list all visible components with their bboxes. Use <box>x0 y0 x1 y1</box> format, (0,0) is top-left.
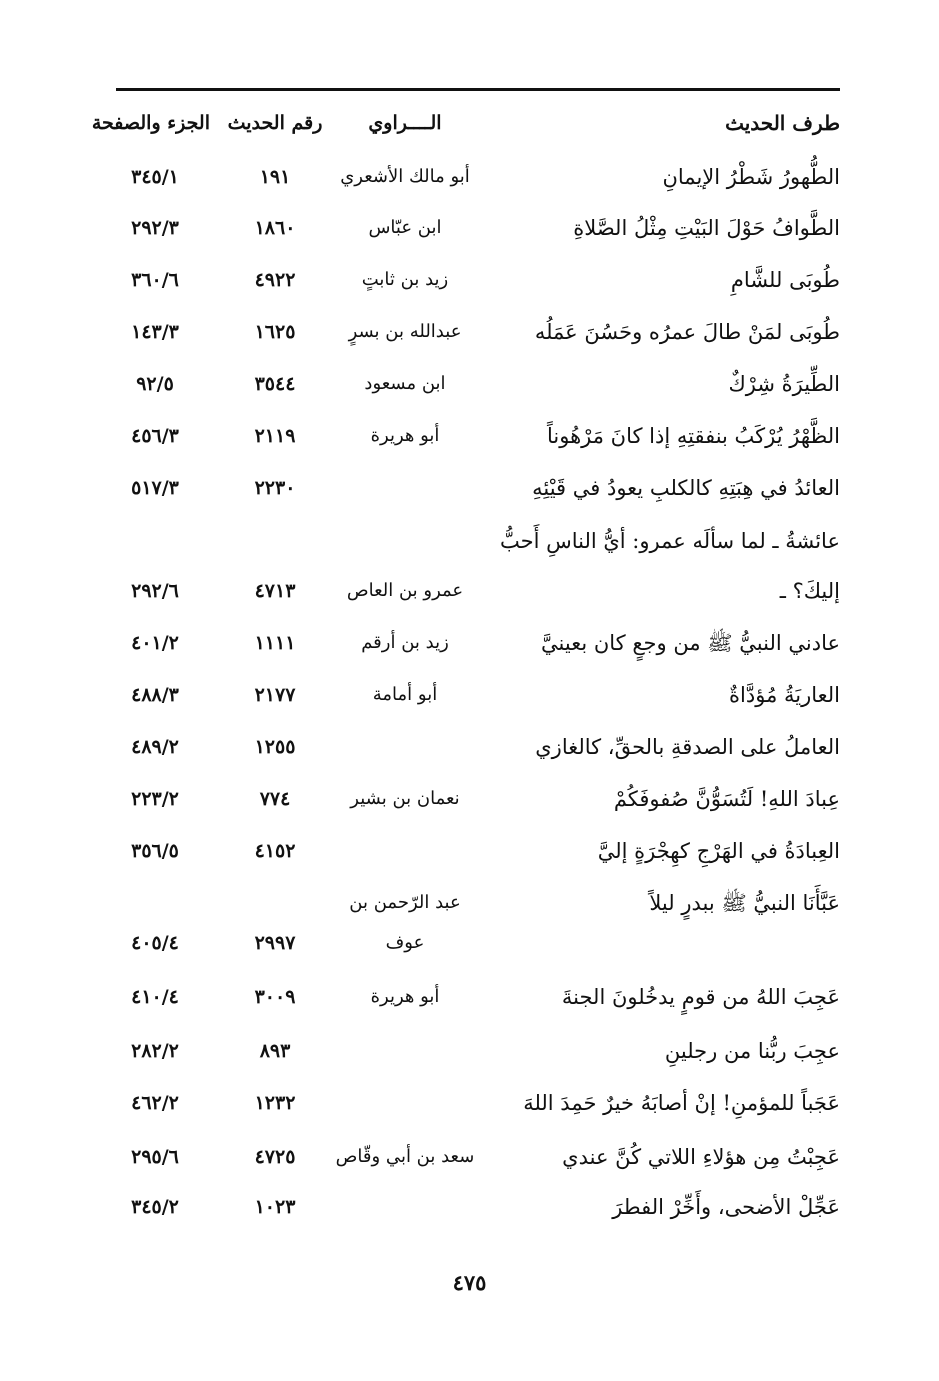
table-row <box>0 364 939 404</box>
volume-page: ٤٠١/٢ <box>131 632 179 654</box>
hadith-text: عِبادَ اللهِ! لَتُسَوُّنَّ صُفوفَكُمْ <box>613 787 840 811</box>
narrator <box>330 468 480 508</box>
hadith-number: ٤٩٢٢ <box>254 269 296 291</box>
header-volume-page: الجزء والصفحة <box>91 112 210 134</box>
table-row <box>0 623 939 663</box>
narrator <box>330 1083 480 1123</box>
hadith-number: ٢٢٣٠ <box>254 477 296 499</box>
hadith-text: عَبَّأَنَا النبيُّ ﷺ ببدرٍ ليلاً <box>649 891 840 915</box>
hadith-text: الطَّوافُ حَوْلَ البَيْتِ مِثْلُ الصَّلاةِ <box>573 216 840 240</box>
narrator: عبدالله بن بسرٍ <box>348 321 462 342</box>
table-row <box>0 977 939 1017</box>
table-row <box>0 208 939 248</box>
table-row <box>0 312 939 352</box>
volume-page: ٢٩٥/٦ <box>131 1146 179 1168</box>
volume-page: ٤٦٢/٢ <box>131 1092 179 1114</box>
table-row <box>0 1187 939 1227</box>
volume-page: ٩٢/٥ <box>136 373 174 395</box>
hadith-text: عَجَباً للمؤمنِ! إنْ أصابَهُ خيرٌ حَمِدَ اللهَ <box>523 1091 840 1115</box>
hadith-number: ٧٧٤ <box>259 788 291 810</box>
table-row <box>0 157 939 197</box>
narrator: عبد الرّحمن بن <box>349 892 461 913</box>
hadith-text: العاملُ على الصدقةِ بالحقِّ، كالغازي <box>535 735 840 759</box>
volume-page: ٤١٠/٤ <box>131 986 179 1008</box>
hadith-text: طُوبَى للشَّامِ <box>730 268 840 292</box>
narrator <box>330 1031 480 1071</box>
header-hadith: طرف الحديث <box>725 111 840 135</box>
volume-page <box>100 521 210 561</box>
narrator: أبو هريرة <box>370 986 440 1007</box>
hadith-number: ٢١١٩ <box>254 425 296 447</box>
volume-page: ٤٨٨/٣ <box>131 684 179 706</box>
hadith-text: عادني النبيُّ ﷺ من وجعٍ كان بعينيَّ <box>541 631 840 655</box>
narrator: زيد بن أرقم <box>361 632 449 653</box>
header-narrator: الــــراوي <box>368 112 442 134</box>
narrator <box>330 521 480 561</box>
narrator <box>330 1187 480 1227</box>
table-row <box>0 416 939 456</box>
volume-page: ٤٠٥/٤ <box>131 932 179 954</box>
table-row <box>0 779 939 819</box>
page-number: ٤٧٥ <box>452 1270 487 1295</box>
hadith-number: ١٩١ <box>259 166 291 188</box>
volume-page: ٤٥٦/٣ <box>131 425 179 447</box>
hadith-text: العاريَةُ مُؤدَّاةٌ <box>729 683 840 707</box>
table-row <box>0 468 939 508</box>
top-rule <box>116 88 840 91</box>
table-row <box>0 1137 939 1177</box>
volume-page: ٣٦٠/٦ <box>131 269 179 291</box>
narrator <box>330 727 480 767</box>
hadith-number: ١٢٥٥ <box>254 736 296 758</box>
narrator: ابن عبّاس <box>368 217 442 238</box>
hadith-text: الطُّهورُ شَطْرُ الإيمانِ <box>662 165 840 189</box>
table-row <box>0 831 939 871</box>
hadith-number: ٣٠٠٩ <box>254 986 296 1008</box>
volume-page: ٢٢٣/٢ <box>131 788 179 810</box>
hadith-text: العِبادَةُ في الهَرْجِ كهِجْرَةٍ إليَّ <box>597 839 840 863</box>
table-row <box>0 571 939 611</box>
narrator: أبو مالك الأشعري <box>340 166 470 187</box>
narrator: زيد بن ثابتٍ <box>361 269 449 290</box>
table-header <box>0 103 939 143</box>
hadith-text: العائدُ في هِبَتِهِ كالكلبِ يعودُ في قَيْئِهِ <box>532 476 840 500</box>
hadith-text: الطِّيرَةُ شِرْكٌ <box>728 372 840 396</box>
hadith-text: عَجِبَ اللهُ من قومٍ يدخُلونَ الجنةَ <box>561 985 840 1009</box>
volume-page: ٣٥٦/٥ <box>131 840 179 862</box>
volume-page: ٤٨٩/٢ <box>131 736 179 758</box>
header-number: رقم الحديث <box>227 112 323 134</box>
narrator: نعمان بن بشير <box>350 788 460 809</box>
hadith-number <box>225 883 325 923</box>
hadith-number: ٣٥٤٤ <box>254 373 296 395</box>
hadith-text <box>510 923 840 963</box>
hadith-text: عَجِّلْ الأضحى، وأَخِّرْ الفطرَ <box>612 1195 840 1219</box>
hadith-number: ٤٧١٣ <box>254 580 296 602</box>
hadith-number: ١١١١ <box>254 632 296 654</box>
hadith-number: ٤٧٢٥ <box>254 1146 296 1168</box>
hadith-number <box>225 521 325 561</box>
table-row <box>0 521 939 561</box>
table-row <box>0 1031 939 1071</box>
hadith-text: طُوبَى لمَنْ طالَ عمرُه وحَسُنَ عَمَلُه <box>534 320 840 344</box>
hadith-text: إليكَ؟ ـ <box>779 579 840 603</box>
hadith-number: ٤١٥٢ <box>254 840 296 862</box>
narrator: عمرو بن العاص <box>346 580 464 601</box>
narrator <box>330 831 480 871</box>
narrator: أبو أمامة <box>372 684 438 705</box>
narrator: سعد بن أبي وقّاص <box>335 1146 475 1167</box>
hadith-number: ١٢٣٢ <box>254 1092 296 1114</box>
table-row <box>0 675 939 715</box>
volume-page: ٥١٧/٣ <box>131 477 179 499</box>
volume-page: ٣٤٥/١ <box>131 166 179 188</box>
table-row <box>0 260 939 300</box>
volume-page: ١٤٣/٣ <box>131 321 179 343</box>
hadith-number: ١٠٢٣ <box>254 1196 296 1218</box>
hadith-text: عَجِبْتُ مِن هؤلاءِ اللاتي كُنَّ عندي <box>562 1145 840 1169</box>
narrator: أبو هريرة <box>370 425 440 446</box>
hadith-number: ١٦٢٥ <box>254 321 296 343</box>
table-row <box>0 923 939 963</box>
hadith-number: ٢٩٩٧ <box>254 932 296 954</box>
volume-page <box>100 883 210 923</box>
hadith-text: الظَّهْرُ يُرْكَبُ بنفقتِهِ إذا كانَ مَرْهُوناً <box>546 424 840 448</box>
hadith-number: ٨٩٣ <box>259 1040 291 1062</box>
volume-page: ٢٩٢/٣ <box>131 217 179 239</box>
hadith-number: ١٨٦٠ <box>254 217 296 239</box>
volume-page: ٢٩٢/٦ <box>131 580 179 602</box>
table-row <box>0 883 939 923</box>
hadith-text: عائشةُ ـ لما سألَه عمرو: أيُّ الناسِ أَحبُّ <box>499 529 840 553</box>
hadith-text: عجِبَ ربُّنا من رجلينِ <box>664 1039 840 1063</box>
volume-page: ٣٤٥/٢ <box>131 1196 179 1218</box>
table-row <box>0 1083 939 1123</box>
narrator: عوف <box>385 932 425 953</box>
narrator: ابن مسعود <box>364 373 446 394</box>
volume-page: ٢٨٢/٢ <box>131 1040 179 1062</box>
hadith-number: ٢١٧٧ <box>254 684 296 706</box>
table-row <box>0 727 939 767</box>
